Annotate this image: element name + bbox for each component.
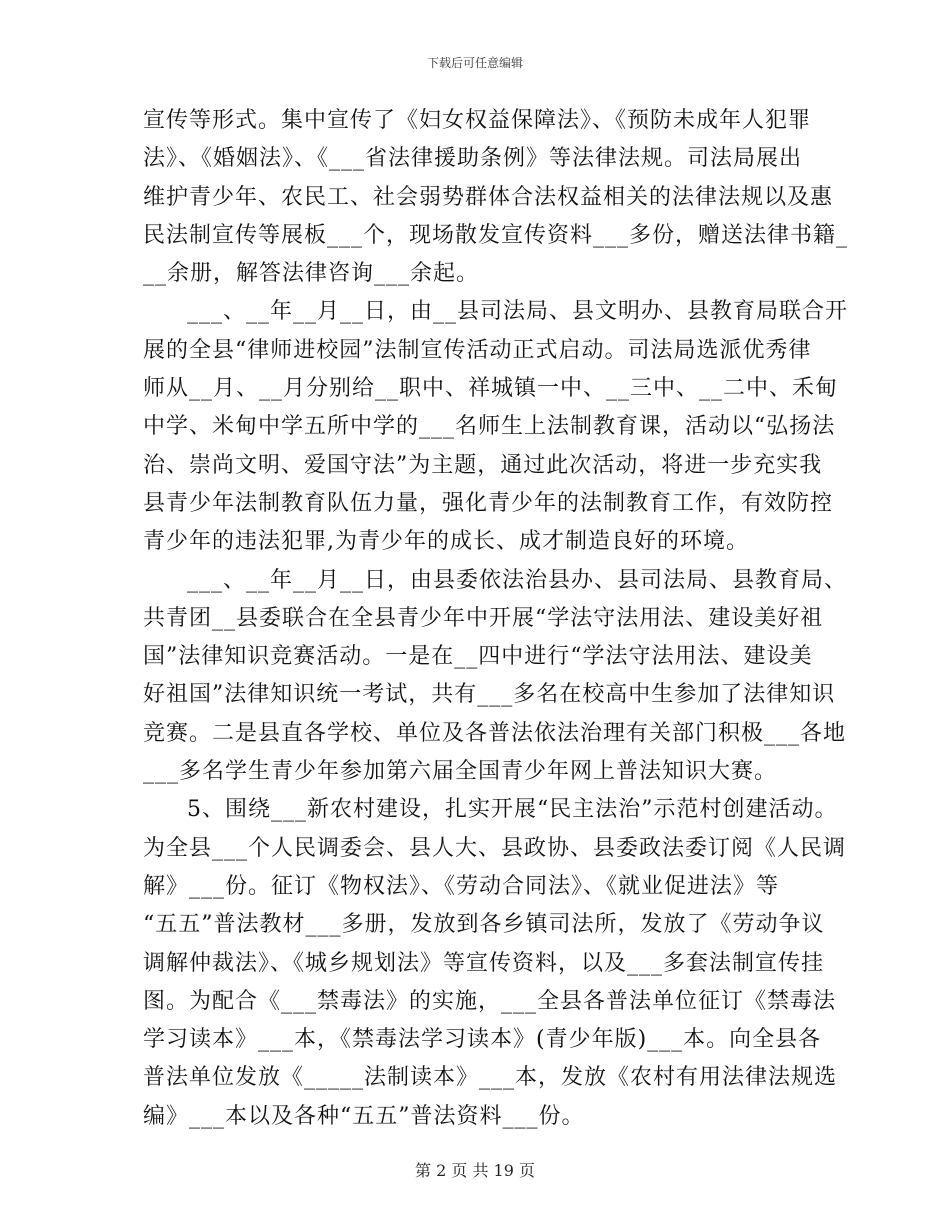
- page-footer: 第 2 页 共 19 页: [415, 1161, 535, 1180]
- text-line: 图。为配合《___禁毒法》的实施，___全县各普法单位征订《禁毒法: [143, 988, 837, 1014]
- text-line: 为全县___个人民调委会、县人大、县政协、县委政法委订阅《人民调: [143, 835, 847, 861]
- text-line: 5、围绕___新农村建设，扎实开展“民主法治”示范村创建活动。: [187, 797, 838, 823]
- text-line: 好祖国”法律知识统一考试，共有___多名在校高中生参加了法律知识: [143, 682, 836, 708]
- text-line: 中学、米甸中学五所中学的___名师生上法制教育课，活动以“弘扬法: [143, 414, 836, 440]
- text-line: 维护青少年、农民工、社会弱势群体合法权益相关的法律法规以及惠: [143, 184, 834, 210]
- document-body: [143, 102, 849, 1136]
- text-line: 学习读本》___本，《禁毒法学习读本》(青少年版)___本。向全县各: [143, 1027, 822, 1053]
- text-line: 治、崇尚文明、爱国守法”为主题，通过此次活动，将进一步充实我: [143, 452, 823, 478]
- text-line: 调解仲裁法》、《城乡规划法》等宣传资料，以及___多套法制宣传挂: [143, 950, 825, 976]
- text-line: 法》、《婚姻法》、《___省法律援助条例》等法律法规。司法局展出: [143, 146, 803, 172]
- text-line: 编》___本以及各种“五五”普法资料___份。: [143, 1103, 585, 1129]
- text-line: 展的全县“律师进校园”法制宣传活动正式启动。司法局选派优秀律: [143, 337, 812, 363]
- text-line: 竞赛。二是县直各学校、单位及各普法依法治理有关部门积极___各地: [143, 720, 847, 746]
- text-line: “五五”普法教材___多册，发放到各乡镇司法所，发放了《劳动争议: [143, 912, 825, 938]
- text-line: 国”法律知识竞赛活动。一是在__四中进行“学法守法用法、建设美: [143, 644, 813, 670]
- text-line: 共青团__县委联合在全县青少年中开展“学法守法用法、建设美好祖: [143, 605, 824, 631]
- text-line: ___、__年__月__日，由县委依法治县办、县司法局、县教育局、: [187, 567, 848, 593]
- text-line: 宣传等形式。集中宣传了《妇女权益保障法》、《预防未成年人犯罪: [143, 108, 812, 133]
- text-line: 解》___份。征订《物权法》、《劳动合同法》、《就业促进法》等: [143, 873, 780, 899]
- text-line: 青少年的违法犯罪,为青少年的成长、成才制造良好的环境。: [143, 529, 749, 555]
- text-line: ___、__年__月__日，由__县司法局、县文明办、县教育局联合开: [187, 299, 849, 325]
- text-line: 普法单位发放《_____法制读本》___本，发放《农村有用法律法规选: [143, 1065, 838, 1091]
- text-line: 民法制宣传等展板___个，现场散发宣传资料___多份，赠送法律书籍_: [143, 222, 849, 248]
- text-line: 师从__月、__月分别给__职中、祥城镇一中、__三中、__二中、禾甸: [143, 376, 839, 402]
- page-header: 下载后可任意编辑: [426, 56, 523, 70]
- text-line: 县青少年法制教育队伍力量，强化青少年的法制教育工作，有效防控: [143, 490, 834, 516]
- text-line: ___多名学生青少年参加第六届全国青少年网上普法知识大赛。: [143, 759, 778, 785]
- text-line: __余册，解答法律咨询___余起。: [143, 261, 480, 287]
